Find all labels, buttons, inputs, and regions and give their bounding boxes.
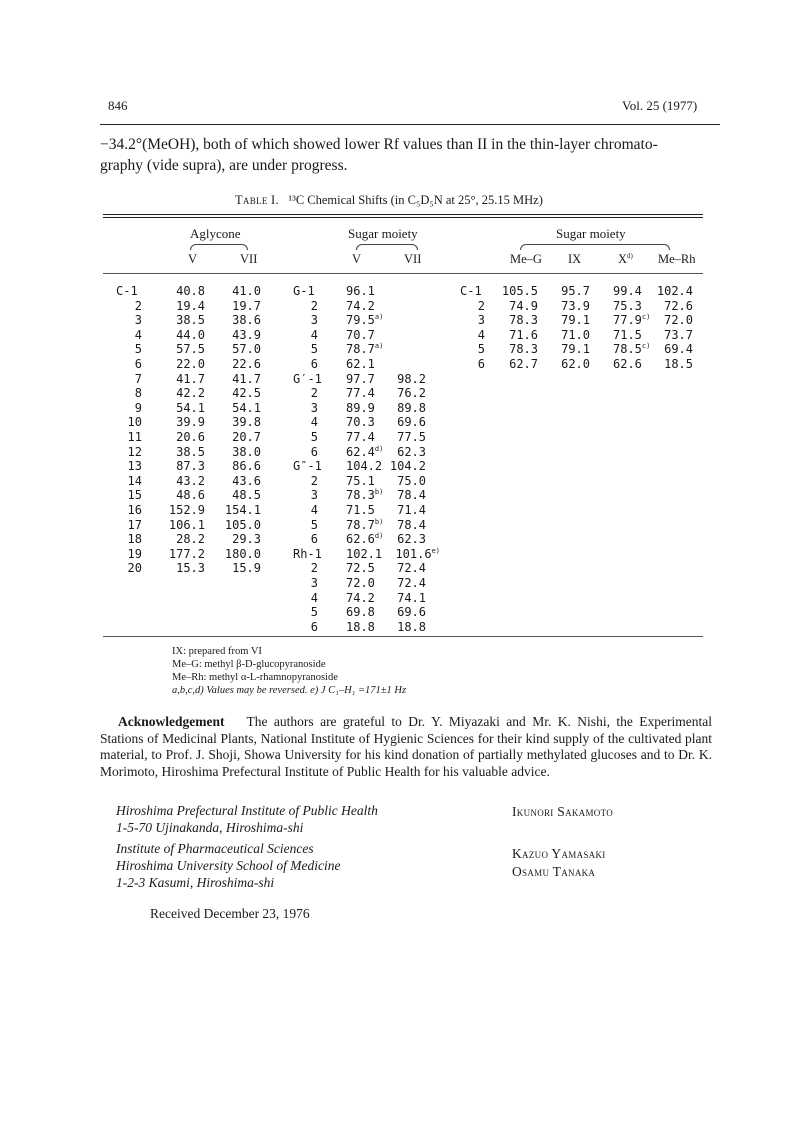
- sugar-row-label: 2: [310, 298, 318, 313]
- aglycone-vii-value: 154.1: [224, 503, 261, 517]
- aglycone-v-value: 39.9: [176, 415, 205, 430]
- aglycone-v-value: 43.2: [176, 473, 205, 488]
- affiliation-1: [116, 802, 378, 836]
- sugar-v-value: 102.1: [346, 546, 383, 561]
- affiliation-1-line-1: Hiroshima Prefectural Institute of Public Health: [116, 803, 378, 818]
- aglycone-v-value: 38.5: [176, 444, 205, 459]
- ix-value: 79.1: [561, 313, 590, 328]
- aglycone-v-value: 40.8: [176, 284, 205, 298]
- aglycone-row-label: 8: [134, 386, 142, 401]
- group-sugar-moiety-1: Sugar moiety: [348, 226, 418, 241]
- aglycone-v-value: 44.0: [176, 327, 205, 342]
- aglycone-vii-value: 15.9: [232, 561, 261, 576]
- aglycone-v-value: 22.0: [176, 357, 205, 371]
- group-sugar-moiety-1-brace: [356, 244, 418, 250]
- aglycone-vii-value: 39.8: [232, 415, 261, 430]
- aglycone-row-label: 20: [127, 561, 142, 576]
- x-value: 99.4: [613, 284, 642, 298]
- sugar-v-value: 78.7$^{a)}$: [346, 342, 384, 357]
- footnote-marker: c): [641, 313, 651, 322]
- footnote-marker: d): [374, 532, 384, 541]
- affiliation-2: [116, 840, 340, 891]
- me-g-value: 71.6: [509, 327, 538, 342]
- footnote-marker: b): [374, 488, 384, 497]
- aglycone-row-label: 12: [127, 444, 142, 459]
- aglycone-row-label: 15: [127, 488, 142, 503]
- sugar-v-value: 74.2: [346, 298, 375, 313]
- aglycone-row-label: 5: [134, 342, 142, 357]
- sugar-row-label: 5: [310, 517, 318, 532]
- sugar-v-value: 72.0: [346, 576, 375, 590]
- author-2: Kazuo Yamasaki: [512, 846, 606, 861]
- group-aglycone: Aglycone: [190, 226, 241, 241]
- sugar-v-value: 78.7$^{b)}$: [346, 517, 384, 532]
- author-1: Ikunori Sakamoto: [512, 804, 614, 819]
- aglycone-vii-value: 22.6: [232, 357, 261, 371]
- sugar-vii-value: 72.4: [397, 561, 426, 576]
- intro-line-2: graphy (vide supra), are under progress.: [100, 157, 348, 174]
- author-3: Osamu Tanaka: [512, 864, 596, 879]
- sugar-row-label: Rh-1: [293, 546, 322, 561]
- sugar-v-value: 78.3$^{b)}$: [346, 488, 384, 503]
- aglycone-v-value: 177.2: [168, 546, 205, 561]
- sugar-row-label: G′-1: [293, 371, 322, 386]
- col-header-x: [618, 252, 633, 267]
- aglycone-vii-value: 43.9: [232, 327, 261, 342]
- sugar-v-value: 77.4: [346, 386, 375, 401]
- reference-row-label: 6: [477, 357, 485, 371]
- sugar-vii-value: 72.4: [397, 576, 426, 590]
- footnote-marker: a): [374, 313, 384, 322]
- sugar-row-label: 5: [310, 605, 318, 620]
- sugar-vii-value: 62.3: [397, 532, 426, 547]
- sugar-vii-value: 104.2: [389, 459, 426, 474]
- sugar-row-label: 4: [310, 503, 318, 517]
- footnote-2: Me–G: methyl β-D-glucopyranoside: [172, 659, 326, 670]
- sugar-row-label: 2: [310, 473, 318, 488]
- affiliation-1-line-2: 1-5-70 Ujinakanda, Hiroshima-shi: [116, 820, 304, 835]
- sugar-row-label: 3: [310, 576, 318, 590]
- col-header-me-rh: Me–Rh: [658, 252, 696, 266]
- affiliation-2-line-1: Institute of Pharmaceutical Sciences: [116, 841, 314, 856]
- aglycone-row-label: 4: [134, 327, 142, 342]
- aglycone-v-value: 48.6: [176, 488, 205, 503]
- aglycone-v-value: 152.9: [168, 503, 205, 517]
- aglycone-vii-value: 43.6: [232, 473, 261, 488]
- sugar-v-value: 96.1: [346, 284, 375, 298]
- sugar-row-label: 3: [310, 313, 318, 328]
- sugar-row-label: 4: [310, 327, 318, 342]
- sugar-vii-value: 69.6: [397, 605, 426, 620]
- aglycone-row-label: 7: [134, 371, 142, 386]
- sugar-row-label: 6: [310, 532, 318, 547]
- sugar-row-label: 4: [310, 590, 318, 605]
- footnote-marker: a): [374, 342, 384, 351]
- sugar-vii-value: 77.5: [397, 430, 426, 444]
- sugar-vii-value: 75.0: [397, 473, 426, 488]
- sugar-row-label: 3: [310, 488, 318, 503]
- aglycone-vii-value: 29.3: [232, 532, 261, 547]
- aglycone-vii-value: 105.0: [224, 517, 261, 532]
- x-value: 77.9$^{c)}$: [613, 313, 651, 328]
- col-header-aglycone-vii: VII: [240, 252, 258, 266]
- sugar-vii-value: 98.2: [397, 371, 426, 386]
- footnote-4: a,b,c,d) Values may be reversed. e) J C₁–H₁ =171±1 Hz: [172, 685, 407, 696]
- sugar-v-value: 62.1: [346, 357, 375, 371]
- sugar-vii-value: 69.6: [397, 415, 426, 430]
- me-g-value: 105.5: [501, 284, 538, 298]
- aglycone-row-label: 18: [127, 532, 142, 547]
- sugar-v-value: 62.6$^{d)}$: [346, 532, 384, 547]
- aglycone-vii-value: 19.7: [232, 298, 261, 313]
- aglycone-row-label: 9: [134, 400, 142, 415]
- group-aglycone-brace: [190, 244, 248, 250]
- aglycone-vii-value: 48.5: [232, 488, 261, 503]
- acknowledgement-text: The authors are grateful to Dr. Y. Miyazaki and Mr. K. Nishi, the Experimental Stations of Medicinal Plants, National Institute of Hygienic Sciences for their kind supply of the cultivated plant material, to Prof. J. Shoji, Showa University for his kind donation of partially methylated glucoses and to Dr. K. Morimoto, Hiroshima Prefectural Institute of Public Health for his valuable advice.: [100, 714, 712, 779]
- aglycone-v-value: 15.3: [176, 561, 205, 576]
- me-rh-value: 102.4: [656, 284, 693, 298]
- sugar-vii-value: 89.8: [397, 400, 426, 415]
- footnote-marker: e): [431, 546, 440, 555]
- sugar-v-value: 79.5$^{a)}$: [346, 313, 384, 328]
- aglycone-vii-value: 57.0: [232, 342, 261, 357]
- aglycone-v-value: 19.4: [176, 298, 205, 313]
- aglycone-vii-value: 41.0: [232, 284, 261, 298]
- sugar-row-label: 4: [310, 415, 318, 430]
- me-g-value: 74.9: [509, 298, 538, 313]
- table-top-rule-2: [103, 217, 703, 218]
- aglycone-row-label: C-1: [116, 284, 138, 298]
- me-rh-value: 69.4: [664, 342, 693, 357]
- page-number: 846: [108, 98, 128, 113]
- aglycone-v-value: 20.6: [176, 430, 205, 444]
- x-value: 75.3: [613, 298, 642, 313]
- footnote-3: Me–Rh: methyl α-L-rhamnopyranoside: [172, 672, 338, 683]
- table-label: Table I.: [235, 193, 279, 207]
- sugar-row-label: 6: [310, 619, 318, 634]
- table-top-rule: [103, 214, 703, 215]
- acknowledgement-paragraph: [100, 714, 712, 780]
- aglycone-vii-value: 180.0: [224, 546, 261, 561]
- sugar-vii-value: 78.4: [397, 517, 426, 532]
- sugar-row-label: 2: [310, 386, 318, 401]
- sugar-v-value: 104.2: [346, 459, 383, 474]
- sugar-v-value: 77.4: [346, 430, 375, 444]
- sugar-v-value: 71.5: [346, 503, 375, 517]
- sugar-v-value: 72.5: [346, 561, 375, 576]
- aglycone-vii-value: 41.7: [232, 371, 261, 386]
- group-sugar-moiety-2-brace: [520, 244, 670, 250]
- sugar-vii-value: 76.2: [397, 386, 426, 401]
- col-header-x-sup: d): [627, 251, 633, 260]
- sugar-v-value: 70.7: [346, 327, 375, 342]
- col-header-ix: IX: [568, 252, 582, 266]
- ix-value: 62.0: [561, 357, 590, 371]
- me-rh-value: 18.5: [664, 357, 693, 371]
- sugar-v-value: 74.2: [346, 590, 375, 605]
- sugar-row-label: 6: [310, 357, 318, 371]
- sugar-v-value: 18.8: [346, 619, 375, 634]
- sugar-vii-value: 101.6$^{e)}$: [395, 546, 440, 561]
- me-rh-value: 72.6: [664, 298, 693, 313]
- aglycone-row-label: 6: [134, 357, 142, 371]
- sugar-row-label: 2: [310, 561, 318, 576]
- footnote-marker: d): [374, 444, 384, 453]
- header-rule: [100, 124, 720, 125]
- aglycone-row-label: 13: [127, 459, 142, 474]
- aglycone-row-label: 19: [127, 546, 142, 561]
- col-header-sugar-v: V: [352, 252, 362, 266]
- aglycone-row-label: 3: [134, 313, 142, 328]
- me-g-value: 78.3: [509, 313, 538, 328]
- aglycone-vii-value: 54.1: [232, 400, 261, 415]
- aglycone-v-value: 54.1: [176, 400, 205, 415]
- aglycone-v-value: 28.2: [176, 532, 205, 547]
- table-bottom-rule: [103, 636, 703, 637]
- sugar-v-value: 75.1: [346, 473, 375, 488]
- affiliation-2-line-3: 1-2-3 Kasumi, Hiroshima-shi: [116, 875, 275, 890]
- sugar-row-label: 3: [310, 400, 318, 415]
- me-g-value: 62.7: [509, 357, 538, 371]
- aglycone-row-label: 11: [127, 430, 142, 444]
- journal-volume: Vol. 25 (1977): [622, 98, 698, 113]
- sugar-row-label: G″-1: [293, 459, 322, 474]
- col-header-me-g: Me–G: [510, 252, 542, 266]
- reference-row-label: 2: [477, 298, 485, 313]
- aglycone-vii-value: 38.6: [232, 313, 261, 328]
- reference-row-label: 4: [477, 327, 485, 342]
- ix-value: 71.0: [561, 327, 590, 342]
- col-header-aglycone-v: V: [188, 252, 198, 266]
- aglycone-v-value: 106.1: [168, 517, 205, 532]
- col-header-x-label: X: [618, 252, 628, 266]
- x-value: 62.6: [613, 357, 642, 371]
- sugar-row-label: 5: [310, 342, 318, 357]
- col-header-sugar-vii: VII: [404, 252, 422, 266]
- aglycone-row-label: 2: [134, 298, 142, 313]
- me-g-value: 78.3: [509, 342, 538, 357]
- me-rh-value: 73.7: [664, 327, 693, 342]
- intro-line-1: −34.2°(MeOH), both of which showed lower Rf values than II in the thin-layer chromato-: [100, 136, 658, 153]
- me-rh-value: 72.0: [664, 313, 693, 328]
- ix-value: 79.1: [561, 342, 590, 357]
- sugar-vii-value: 18.8: [397, 619, 426, 634]
- affiliation-2-line-2: Hiroshima University School of Medicine: [116, 858, 341, 873]
- sugar-v-value: 70.3: [346, 415, 375, 430]
- reference-row-label: 5: [477, 342, 485, 357]
- acknowledgement-heading: Acknowledgement: [118, 714, 225, 729]
- table-title: ¹³C Chemical Shifts (in C₅D₅N at 25°, 25.15 MHz): [288, 193, 543, 207]
- aglycone-v-value: 87.3: [176, 459, 205, 474]
- aglycone-vii-value: 38.0: [232, 444, 261, 459]
- table-caption: [235, 193, 543, 208]
- aglycone-v-value: 42.2: [176, 386, 205, 401]
- sugar-v-value: 89.9: [346, 400, 375, 415]
- sugar-vii-value: 74.1: [397, 590, 426, 605]
- sugar-vii-value: 62.3: [397, 444, 426, 459]
- table-header-rule: [103, 273, 703, 274]
- sugar-vii-value: 78.4: [397, 488, 426, 503]
- aglycone-v-value: 57.5: [176, 342, 205, 357]
- footnote-marker: b): [374, 517, 384, 526]
- sugar-row-label: 5: [310, 430, 318, 444]
- received-date: Received December 23, 1976: [150, 906, 310, 921]
- reference-row-label: 3: [477, 313, 485, 328]
- aglycone-row-label: 17: [127, 517, 142, 532]
- sugar-v-value: 62.4$^{d)}$: [346, 444, 384, 459]
- footnote-1: IX: prepared from VI: [172, 646, 262, 657]
- sugar-v-value: 97.7: [346, 371, 375, 386]
- aglycone-v-value: 41.7: [176, 371, 205, 386]
- x-value: 78.5$^{c)}$: [613, 342, 651, 357]
- aglycone-row-label: 16: [127, 503, 142, 517]
- sugar-v-value: 69.8: [346, 605, 375, 620]
- aglycone-row-label: 14: [127, 473, 142, 488]
- aglycone-v-value: 38.5: [176, 313, 205, 328]
- sugar-row-label: G-1: [293, 284, 315, 298]
- sugar-row-label: 6: [310, 444, 318, 459]
- x-value: 71.5: [613, 327, 642, 342]
- group-sugar-moiety-2: Sugar moiety: [556, 226, 626, 241]
- ix-value: 73.9: [561, 298, 590, 313]
- reference-row-label: C-1: [460, 284, 482, 298]
- ix-value: 95.7: [561, 284, 590, 298]
- aglycone-vii-value: 20.7: [232, 430, 261, 444]
- aglycone-row-label: 10: [127, 415, 142, 430]
- aglycone-vii-value: 86.6: [232, 459, 261, 474]
- aglycone-vii-value: 42.5: [232, 386, 261, 401]
- sugar-vii-value: 71.4: [397, 503, 426, 517]
- footnote-marker: c): [641, 342, 651, 351]
